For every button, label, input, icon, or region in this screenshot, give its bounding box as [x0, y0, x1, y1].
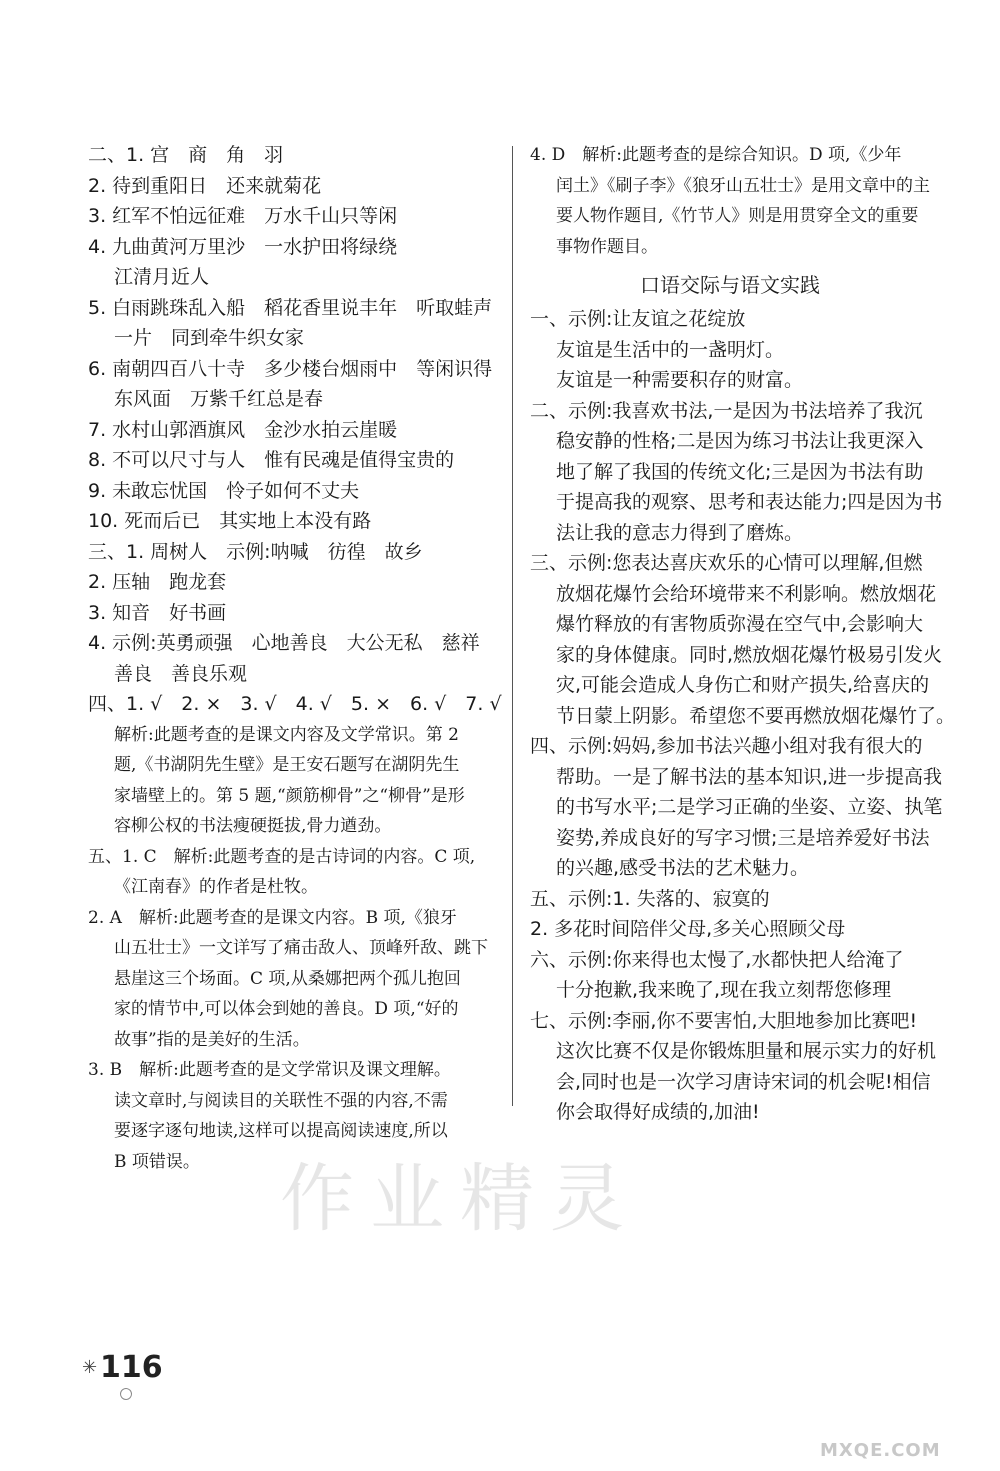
answer-line: 东风面 万紫千红总是春 [114, 388, 324, 410]
answer-line: 放烟花爆竹会给环境带来不利影响。燃放烟花 [556, 582, 937, 605]
answer-line: 的兴趣,感受书法的艺术魅力。 [556, 857, 810, 879]
answer-line: 8. 不可以尺寸与人 惟有民魂是值得宝贵的 [88, 449, 455, 471]
section-title: 口语交际与语文实践 [640, 273, 820, 297]
answer-line: 三、1. 周树人 示例:呐喊 彷徨 故乡 [88, 540, 423, 563]
answer-line: 四、示例:妈妈,参加书法兴趣小组对我有很大的 [530, 735, 923, 757]
answer-line: 友谊是一种需要积存的财富。 [556, 369, 804, 391]
column-divider [512, 146, 513, 1106]
answer-line: 灾,可能会造成人身伤亡和财产损失,给喜庆的 [556, 674, 930, 696]
answer-line: 4. 九曲黄河万里沙 一水护田将绿绕 [88, 235, 398, 258]
right-answers-block [530, 304, 956, 1128]
answer-line: 7. 水村山郭酒旗风 金沙水拍云崖暖 [88, 418, 398, 441]
answer-line: 一片 同到牵牛织女家 [114, 327, 305, 349]
answer-line: 四、1. √ 2. × 3. √ 4. √ 5. × 6. √ 7. √ [88, 693, 502, 715]
answer-line: 一、示例:让友谊之花绽放 [530, 308, 746, 330]
answer-line: 故事”指的是美好的生活。 [114, 1029, 310, 1050]
answer-line: 友谊是生活中的一盏明灯。 [556, 338, 785, 361]
answer-line: 2. A 解析:此题考查的是课文内容。B 项,《狼牙 [88, 907, 457, 928]
star-icon: ✳ [82, 1357, 98, 1378]
answer-line: 题,《书湖阴先生壁》是王安石题写在湖阴先生 [114, 755, 460, 775]
right-top-block [530, 140, 930, 262]
answer-line: 悬崖这三个场面。C 项,从桑娜把两个孤儿抱回 [114, 968, 461, 989]
answer-line: 节日蒙上阴影。希望您不要再燃放烟花爆竹了。 [556, 704, 956, 727]
answer-line: 容柳公权的书法瘦硬挺拔,骨力遒劲。 [114, 816, 392, 836]
answer-line: 6. 南朝四百八十寺 多少楼台烟雨中 等闲识得 [88, 357, 493, 380]
answer-line: 5. 白雨跳珠乱入船 稻花香里说丰年 听取蛙声 [88, 296, 493, 319]
answer-line: 2. 压轴 跑龙套 [88, 571, 227, 593]
answer-line: 事物作题目。 [556, 236, 658, 257]
answer-line: 七、示例:李丽,你不要害怕,大胆地参加比赛吧! [530, 1009, 918, 1032]
answer-line: 五、示例:1. 失落的、寂寞的 [530, 887, 770, 910]
answer-line: 姿势,养成良好的写字习惯;三是培养爱好书法 [556, 826, 930, 849]
answer-line: 于提高我的观察、思考和表达能力;四是因为书 [556, 491, 943, 513]
logo-url: MXQE.COM [820, 1440, 941, 1461]
answer-line: 你会取得好成绩的,加油! [556, 1101, 760, 1123]
answer-line: 10. 死而后已 其实地上本没有路 [88, 510, 372, 532]
answer-line: 《江南春》的作者是杜牧。 [114, 877, 318, 897]
answer-line: 解析:此题考查的是课文内容及文学常识。第 2 [114, 724, 459, 745]
answer-line: 要逐字逐句地读,这样可以提高阅读速度,所以 [114, 1121, 448, 1141]
answer-line: 十分抱歉,我来晚了,现在我立刻帮您修理 [556, 979, 892, 1001]
answer-line: 地了解了我国的传统文化;三是因为书法有助 [556, 460, 924, 483]
answer-line: 要人物作题目,《竹节人》则是用贯穿全文的重要 [556, 206, 919, 226]
answer-line: 的书写水平;二是学习正确的坐姿、立姿、执笔 [556, 796, 943, 818]
answer-line: 家墙壁上的。第 5 题,“颜筋柳骨”之“柳骨”是形 [114, 785, 465, 806]
answer-line: B 项错误。 [114, 1151, 200, 1172]
answer-line: 爆竹释放的有害物质弥漫在空气中,会影响大 [556, 613, 924, 635]
answer-line: 4. D 解析:此题考查的是综合知识。D 项,《少年 [530, 145, 902, 165]
answer-line: 六、示例:你来得也太慢了,水都快把人给淹了 [530, 948, 904, 971]
answer-line: 3. 红军不怕远征难 万水千山只等闲 [88, 205, 398, 227]
answer-line: 家的情节中,可以体会到她的善良。D 项,“好的 [114, 999, 459, 1019]
answer-line: 法让我的意志力得到了磨炼。 [556, 521, 804, 544]
page-number: 116 [100, 1350, 163, 1385]
answer-line: 二、1. 宫 商 角 羽 [88, 144, 284, 166]
watermark-text: 作业精灵 [280, 1156, 640, 1242]
answer-line: 4. 示例:英勇顽强 心地善良 大公无私 慈祥 [88, 632, 480, 654]
answer-line: 五、1. C 解析:此题考查的是古诗词的内容。C 项, [88, 846, 476, 867]
right-column [530, 140, 956, 1128]
answer-line: 会,同时也是一次学习唐诗宋词的机会呢!相信 [556, 1070, 931, 1093]
left-column [88, 140, 502, 1177]
answer-line: 9. 未敢忘忧国 怜子如何不丈夫 [88, 479, 360, 502]
answer-line: 家的身体健康。同时,燃放烟花爆竹极易引发火 [556, 643, 943, 666]
answer-line: 这次比赛不仅是你锻炼胆量和展示实力的好机 [556, 1040, 937, 1062]
answer-line: 读文章时,与阅读目的关联性不强的内容,不需 [114, 1090, 448, 1111]
answer-line: 二、示例:我喜欢书法,一是因为书法培养了我沉 [530, 399, 923, 422]
answer-line: 三、示例:您表达喜庆欢乐的心情可以理解,但燃 [530, 552, 923, 574]
answer-line: 帮助。一是了解书法的基本知识,进一步提高我 [556, 765, 943, 788]
answer-line: 稳安静的性格;二是因为练习书法让我更深入 [556, 430, 924, 452]
answer-line: 2. 多花时间陪伴父母,多关心照顾父母 [530, 918, 846, 940]
answer-line: 3. B 解析:此题考查的是文学常识及课文理解。 [88, 1060, 451, 1080]
answer-line: 2. 待到重阳日 还来就菊花 [88, 174, 322, 197]
answer-line: 闰土》《刷子李》《狼牙山五壮士》是用文章中的主 [556, 175, 930, 196]
answer-line: 江清月近人 [114, 266, 210, 288]
answer-line: 山五壮士》一文详写了痛击敌人、顶峰歼敌、跳下 [114, 938, 488, 958]
dot-icon [120, 1388, 132, 1400]
answer-line: 善良 善良乐观 [114, 662, 248, 685]
answer-line: 3. 知音 好书画 [88, 601, 227, 624]
